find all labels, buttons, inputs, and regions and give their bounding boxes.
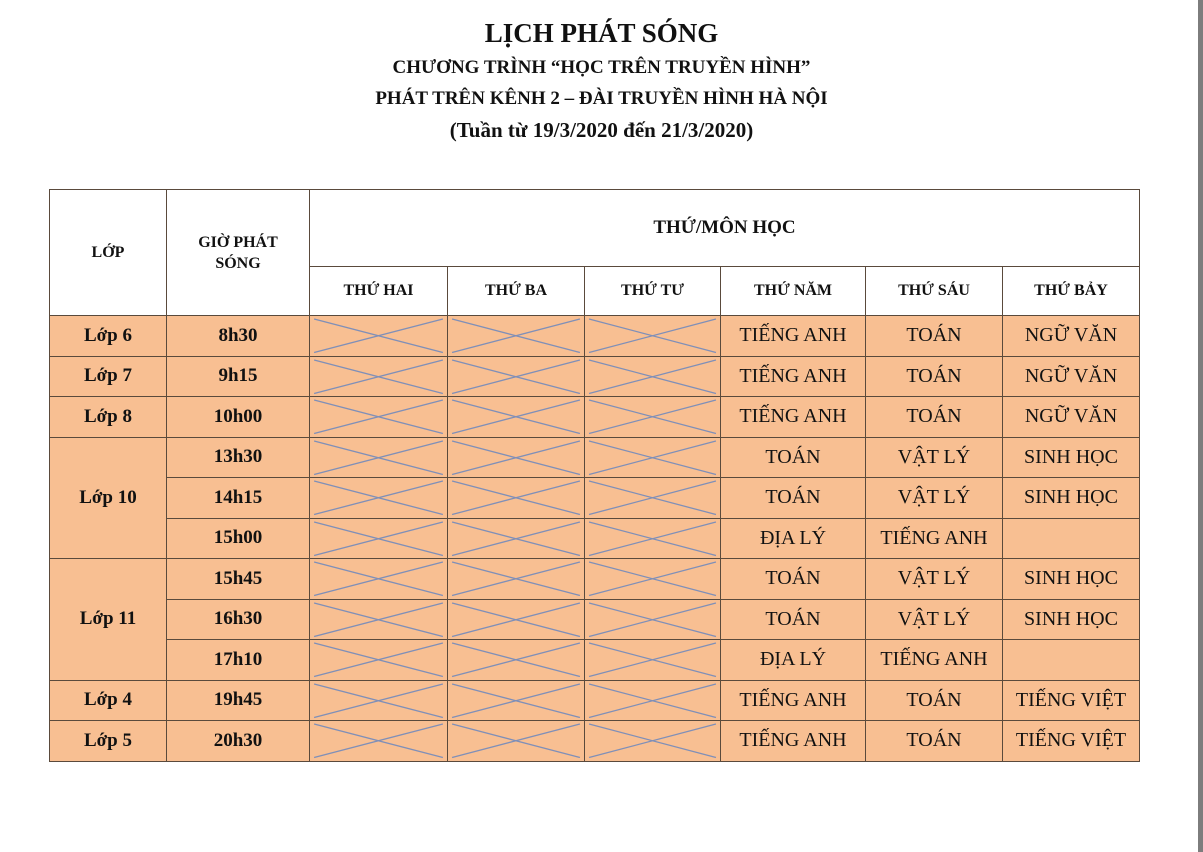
subject-cell: VẬT LÝ bbox=[866, 437, 1003, 478]
no-broadcast-cell bbox=[585, 721, 721, 762]
no-broadcast-cell bbox=[585, 518, 721, 559]
table-row bbox=[50, 437, 1140, 478]
class-cell: Lớp 5 bbox=[50, 721, 167, 762]
cross-mark-icon bbox=[585, 519, 720, 559]
cross-mark-icon bbox=[585, 640, 720, 680]
subject-cell: SINH HỌC bbox=[1003, 437, 1140, 478]
no-broadcast-cell bbox=[448, 721, 585, 762]
table-row bbox=[50, 356, 1140, 397]
time-cell: 13h30 bbox=[167, 437, 310, 478]
subject-cell: TIẾNG ANH bbox=[721, 316, 866, 357]
cross-mark-icon bbox=[310, 478, 447, 518]
time-cell: 15h45 bbox=[167, 559, 310, 600]
cross-mark-icon bbox=[448, 600, 584, 640]
subject-cell: VẬT LÝ bbox=[866, 478, 1003, 519]
cross-mark-icon bbox=[585, 559, 720, 599]
no-broadcast-cell bbox=[585, 437, 721, 478]
cross-mark-icon bbox=[585, 316, 720, 356]
subject-cell: TIẾNG ANH bbox=[866, 640, 1003, 681]
time-cell: 17h10 bbox=[167, 640, 310, 681]
time-cell: 16h30 bbox=[167, 599, 310, 640]
time-cell: 19h45 bbox=[167, 680, 310, 721]
no-broadcast-cell bbox=[448, 437, 585, 478]
no-broadcast-cell bbox=[310, 316, 448, 357]
no-broadcast-cell bbox=[448, 356, 585, 397]
table-row bbox=[50, 518, 1140, 559]
table-row bbox=[50, 316, 1140, 357]
subject-cell: TIẾNG ANH bbox=[721, 356, 866, 397]
schedule-table bbox=[49, 189, 1140, 762]
subject-cell: SINH HỌC bbox=[1003, 599, 1140, 640]
table-row bbox=[50, 397, 1140, 438]
no-broadcast-cell bbox=[310, 437, 448, 478]
cross-mark-icon bbox=[310, 640, 447, 680]
subject-cell: NGỮ VĂN bbox=[1003, 316, 1140, 357]
subject-cell: NGỮ VĂN bbox=[1003, 397, 1140, 438]
cross-mark-icon bbox=[310, 721, 447, 761]
cross-mark-icon bbox=[310, 600, 447, 640]
cross-mark-icon bbox=[585, 397, 720, 437]
table-row bbox=[50, 559, 1140, 600]
no-broadcast-cell bbox=[310, 356, 448, 397]
cross-mark-icon bbox=[585, 438, 720, 478]
cross-mark-icon bbox=[585, 478, 720, 518]
class-cell: Lớp 6 bbox=[50, 316, 167, 357]
time-cell: 15h00 bbox=[167, 518, 310, 559]
cross-mark-icon bbox=[310, 357, 447, 397]
cross-mark-icon bbox=[310, 438, 447, 478]
no-broadcast-cell bbox=[310, 680, 448, 721]
channel-name: PHÁT TRÊN KÊNH 2 – ĐÀI TRUYỀN HÌNH HÀ NỘI bbox=[375, 88, 828, 109]
program-name: CHƯƠNG TRÌNH “HỌC TRÊN TRUYỀN HÌNH” bbox=[392, 57, 811, 78]
no-broadcast-cell bbox=[310, 518, 448, 559]
cross-mark-icon bbox=[448, 316, 584, 356]
subject-cell: TIẾNG VIỆT bbox=[1003, 721, 1140, 762]
no-broadcast-cell bbox=[448, 680, 585, 721]
cross-mark-icon bbox=[310, 397, 447, 437]
no-broadcast-cell bbox=[310, 397, 448, 438]
no-broadcast-cell bbox=[310, 599, 448, 640]
schedule-body bbox=[50, 316, 1140, 762]
table-row bbox=[50, 721, 1140, 762]
cross-mark-icon bbox=[585, 600, 720, 640]
no-broadcast-cell bbox=[585, 356, 721, 397]
header-day: THỨ BẢY bbox=[1003, 267, 1140, 316]
cross-mark-icon bbox=[310, 316, 447, 356]
subject-cell: TOÁN bbox=[721, 478, 866, 519]
subject-cell: VẬT LÝ bbox=[866, 559, 1003, 600]
time-cell: 20h30 bbox=[167, 721, 310, 762]
cross-mark-icon bbox=[448, 640, 584, 680]
no-broadcast-cell bbox=[448, 599, 585, 640]
subject-cell: TIẾNG ANH bbox=[866, 518, 1003, 559]
subject-cell: TOÁN bbox=[866, 721, 1003, 762]
cross-mark-icon bbox=[448, 681, 584, 721]
cross-mark-icon bbox=[585, 721, 720, 761]
subject-cell: TOÁN bbox=[866, 680, 1003, 721]
subject-cell: ĐỊA LÝ bbox=[721, 518, 866, 559]
subject-cell: SINH HỌC bbox=[1003, 478, 1140, 519]
subject-cell: TOÁN bbox=[866, 356, 1003, 397]
cross-mark-icon bbox=[448, 519, 584, 559]
table-row bbox=[50, 640, 1140, 681]
time-cell: 8h30 bbox=[167, 316, 310, 357]
subject-cell: TOÁN bbox=[866, 316, 1003, 357]
cross-mark-icon bbox=[448, 438, 584, 478]
no-broadcast-cell bbox=[585, 397, 721, 438]
header-lop: LỚP bbox=[50, 190, 167, 316]
no-broadcast-cell bbox=[448, 559, 585, 600]
no-broadcast-cell bbox=[585, 599, 721, 640]
time-cell: 9h15 bbox=[167, 356, 310, 397]
no-broadcast-cell bbox=[585, 559, 721, 600]
subject-cell: ĐỊA LÝ bbox=[721, 640, 866, 681]
subject-cell: TIẾNG ANH bbox=[721, 397, 866, 438]
no-broadcast-cell bbox=[448, 397, 585, 438]
header bbox=[0, 14, 1203, 147]
class-cell: Lớp 4 bbox=[50, 680, 167, 721]
subject-cell: TOÁN bbox=[866, 397, 1003, 438]
table-row bbox=[50, 599, 1140, 640]
header-day: THỨ NĂM bbox=[721, 267, 866, 316]
cross-mark-icon bbox=[585, 357, 720, 397]
subject-cell: TIẾNG ANH bbox=[721, 680, 866, 721]
doc-title: LỊCH PHÁT SÓNG bbox=[484, 18, 719, 48]
cross-mark-icon bbox=[448, 397, 584, 437]
no-broadcast-cell bbox=[585, 640, 721, 681]
table-row bbox=[50, 680, 1140, 721]
subject-cell: TIẾNG ANH bbox=[721, 721, 866, 762]
no-broadcast-cell bbox=[448, 640, 585, 681]
cross-mark-icon bbox=[448, 478, 584, 518]
cross-mark-icon bbox=[310, 519, 447, 559]
no-broadcast-cell bbox=[585, 478, 721, 519]
no-broadcast-cell bbox=[310, 559, 448, 600]
header-day: THỨ SÁU bbox=[866, 267, 1003, 316]
header-gio-label: GIỜ PHÁT SÓNG bbox=[198, 233, 278, 272]
no-broadcast-cell bbox=[448, 478, 585, 519]
no-broadcast-cell bbox=[310, 478, 448, 519]
week-range: (Tuần từ 19/3/2020 đến 21/3/2020) bbox=[449, 118, 754, 142]
subject-cell: TIẾNG VIỆT bbox=[1003, 680, 1140, 721]
time-cell: 10h00 bbox=[167, 397, 310, 438]
cross-mark-icon bbox=[310, 681, 447, 721]
subject-cell bbox=[1003, 518, 1140, 559]
cross-mark-icon bbox=[310, 559, 447, 599]
class-cell: Lớp 11 bbox=[50, 559, 167, 681]
class-cell: Lớp 7 bbox=[50, 356, 167, 397]
header-gio bbox=[167, 190, 310, 316]
class-cell: Lớp 8 bbox=[50, 397, 167, 438]
subject-cell: TOÁN bbox=[721, 559, 866, 600]
subject-cell: SINH HỌC bbox=[1003, 559, 1140, 600]
class-cell: Lớp 10 bbox=[50, 437, 167, 559]
header-day: THỨ HAI bbox=[310, 267, 448, 316]
no-broadcast-cell bbox=[310, 640, 448, 681]
header-day-group: THỨ/MÔN HỌC bbox=[310, 190, 1140, 267]
table-row bbox=[50, 478, 1140, 519]
header-day: THỨ BA bbox=[448, 267, 585, 316]
subject-cell bbox=[1003, 640, 1140, 681]
time-cell: 14h15 bbox=[167, 478, 310, 519]
no-broadcast-cell bbox=[585, 316, 721, 357]
cross-mark-icon bbox=[448, 559, 584, 599]
no-broadcast-cell bbox=[448, 316, 585, 357]
cross-mark-icon bbox=[585, 681, 720, 721]
subject-cell: VẬT LÝ bbox=[866, 599, 1003, 640]
cross-mark-icon bbox=[448, 721, 584, 761]
subject-cell: TOÁN bbox=[721, 437, 866, 478]
header-day: THỨ TƯ bbox=[585, 267, 721, 316]
subject-cell: TOÁN bbox=[721, 599, 866, 640]
no-broadcast-cell bbox=[448, 518, 585, 559]
no-broadcast-cell bbox=[310, 721, 448, 762]
no-broadcast-cell bbox=[585, 680, 721, 721]
subject-cell: NGỮ VĂN bbox=[1003, 356, 1140, 397]
cross-mark-icon bbox=[448, 357, 584, 397]
